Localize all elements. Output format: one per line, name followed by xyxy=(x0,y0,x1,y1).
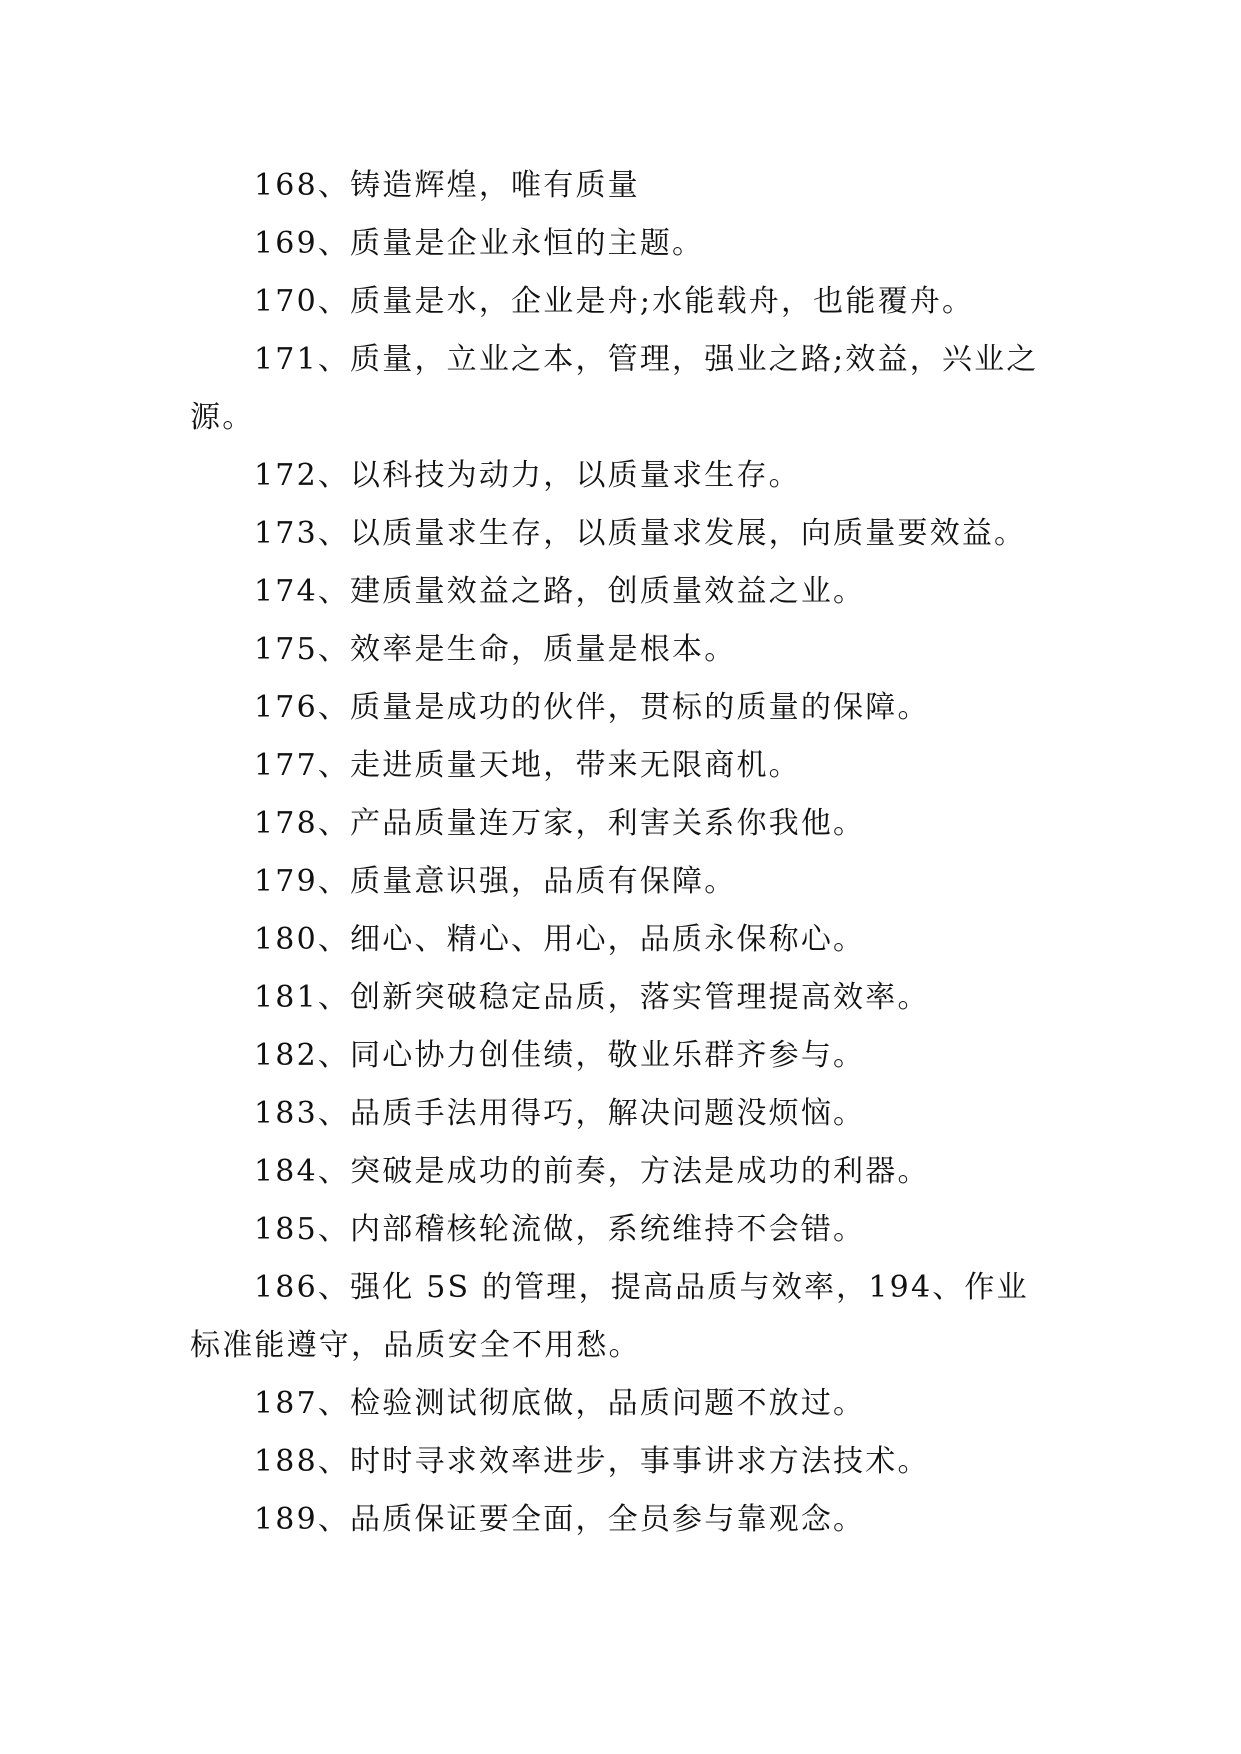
slogan-paragraph: 169、质量是企业永恒的主题。 xyxy=(254,226,705,261)
slogan-paragraph: 172、以科技为动力，以质量求生存。 xyxy=(254,458,801,493)
slogan-paragraph: 168、铸造辉煌，唯有质量 xyxy=(254,168,640,203)
slogan-paragraph: 182、同心协力创佳绩，敬业乐群齐参与。 xyxy=(254,1038,866,1073)
slogan-paragraph: 170、质量是水，企业是舟;水能载舟，也能覆舟。 xyxy=(254,284,975,319)
slogan-paragraph: 180、细心、精心、用心，品质永保称心。 xyxy=(254,922,866,957)
slogan-paragraph: 173、以质量求生存，以质量求发展，向质量要效益。 xyxy=(254,516,1027,551)
slogan-paragraph: 175、效率是生命，质量是根本。 xyxy=(254,632,737,667)
slogan-paragraph: 189、品质保证要全面，全员参与靠观念。 xyxy=(254,1502,866,1537)
slogan-paragraph: 178、产品质量连万家，利害关系你我他。 xyxy=(254,806,866,841)
document-body xyxy=(190,157,1050,1549)
slogan-paragraph: 186、强化 5S 的管理，提高品质与效率，194、作业标准能遵守，品质安全不用愁。 xyxy=(190,1270,1029,1363)
slogan-paragraph: 188、时时寻求效率进步，事事讲求方法技术。 xyxy=(254,1444,930,1479)
slogan-paragraph: 171、质量，立业之本，管理，强业之路;效益，兴业之源。 xyxy=(190,342,1039,435)
slogan-paragraph: 187、检验测试彻底做，品质问题不放过。 xyxy=(254,1386,866,1421)
slogan-paragraph: 176、质量是成功的伙伴，贯标的质量的保障。 xyxy=(254,690,930,725)
slogan-paragraph: 177、走进质量天地，带来无限商机。 xyxy=(254,748,801,783)
slogan-paragraph: 181、创新突破稳定品质，落实管理提高效率。 xyxy=(254,980,930,1015)
slogan-paragraph: 183、品质手法用得巧，解决问题没烦恼。 xyxy=(254,1096,866,1131)
slogan-paragraph: 185、内部稽核轮流做，系统维持不会错。 xyxy=(254,1212,866,1247)
slogan-paragraph: 174、建质量效益之路，创质量效益之业。 xyxy=(254,574,866,609)
slogan-paragraph: 179、质量意识强，品质有保障。 xyxy=(254,864,737,899)
slogan-paragraph: 184、突破是成功的前奏，方法是成功的利器。 xyxy=(254,1154,930,1189)
